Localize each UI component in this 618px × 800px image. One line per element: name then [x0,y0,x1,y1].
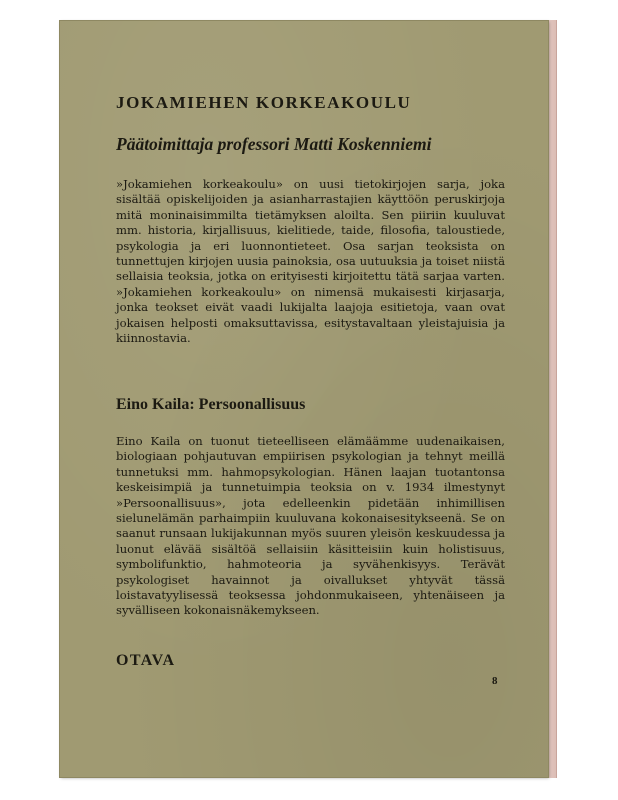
back-cover [60,21,548,777]
book-title: Eino Kaila: Persoonallisuus [116,396,306,413]
series-description: »Jokamiehen korkeakoulu» on uusi tietokirjojen sarja, joka sisältää opiskelijoiden ja asianharrastajien käyttöön peruskirjoja mitä moninaisimmilta tietämyksen aloilta. Sen piiriin kuuluvat mm. historia, kirjallisuus, kielitiede, taide, filosofia, taloustiede, psykologia ja eri luonnontieteet. Osa sarjan teoksista on tunnettujen kirjojen uusia painoksia, osa uutuuksia ja toiset niistä sellaisia teoksia, jotka on erityisesti kirjoitettu tätä sarjaa varten. »Jokamiehen korkeakoulu» on nimensä mukaisesti kirjasarja, jonka teokset eivät vaadi lukijalta laajoja esitietoja, vaan ovat jokaisen helposti omaksuttavissa, esitystavaltaan yleistajuisia ja kiinnostavia. [116,177,505,346]
series-title: JOKAMIEHEN KORKEAKOULU [116,93,412,112]
editor-line: Päätoimittaja professori Matti Koskenniemi [116,134,432,154]
publisher-name: OTAVA [116,652,176,669]
page-number: 8 [492,675,498,687]
book-description: Eino Kaila on tuonut tieteelliseen elämäämme uudenaikaisen, biologiaan pohjautuvan empiirisen psykologian ja tehnyt meillä tunnetuksi mm. hahmopsykologian. Hänen laajan tuotantonsa keskeisimpiä ja tunnetuimpia teoksia on v. 1934 ilmestynyt »Persoonallisuus», jota edelleenkin pidetään inhimillisen sielunelämän parhaimpiin kuuluvana kokonaisesitykseenä. Se on saanut runsaan lukijakunnan myös suuren yleisön keskuudessa ja luonut elävää sisältöä sellaisiin käsitteisiin kuin holistisuus, symbolifunktio, hahmoteoria ja syvähenkisyys. Terävät psykologiset havainnot ja oivallukset yhtyvät tässä loistavatyylisessä teoksessa johdonmukaiseen, yhtenäiseen ja syvälliseen kokonaisnäkemykseen. [116,434,505,618]
